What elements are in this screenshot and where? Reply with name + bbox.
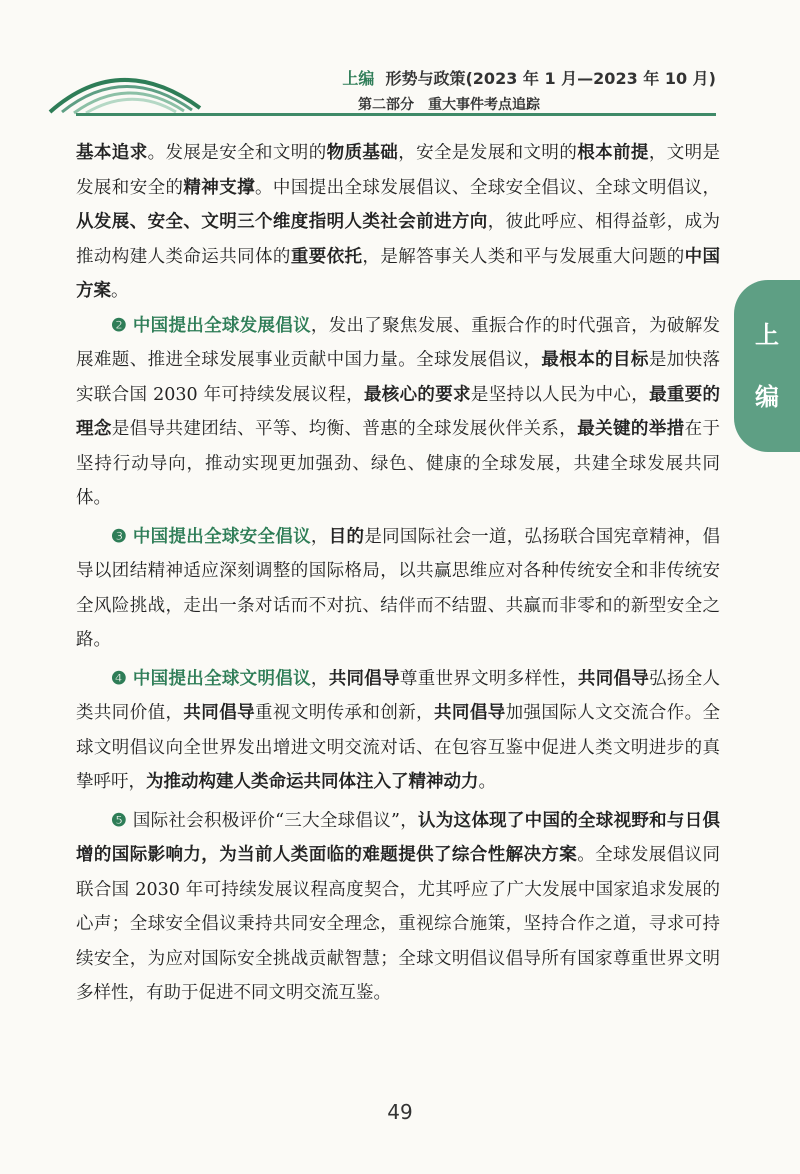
page-number: 49 (387, 1100, 413, 1124)
text-run: 是同国际社会一道，弘扬联合国宪章精神，倡导以团结精神适应深刻调整的国际格局，以共赢思维应对各种传统安全和非传统安全风险挑战，走出一条对话而不对抗、结伴而不结盟、共赢而非零和的新型安全之路。 (76, 526, 721, 650)
text-run: 是坚持以人民为中心， (470, 384, 650, 405)
bold-text: 最关键的举措 (577, 419, 685, 439)
number-badge-2: ❷ (111, 315, 127, 336)
paragraph-5 (76, 804, 720, 1011)
bold-text: 基本追求 (76, 143, 148, 163)
text-run: ， (310, 668, 329, 689)
bold-text: 根本前提 (577, 143, 649, 163)
bold-text: 目的 (328, 526, 365, 547)
bold-text: 为推动构建人类命运共同体注入了精神动力 (146, 772, 479, 792)
text-run: 国际社会积极评价“三大全球倡议”， (132, 810, 418, 831)
text-run: 。中国提出全球发展倡议、全球安全倡议、全球文明倡议， (255, 177, 721, 198)
bold-text: 共同倡导 (183, 703, 256, 723)
section-title: 形势与政策(2023 年 1 月—2023 年 10 月) (385, 69, 716, 88)
paragraph-4 (76, 662, 720, 800)
running-header (342, 66, 716, 89)
bold-text: 最根本的目标 (541, 350, 649, 370)
number-badge-3: ❸ (111, 526, 127, 547)
text-run: ，发出了聚焦发展、重振合作的时代强音，为破解发展难题、推进全球发展事业贡献中国力量。全球发展倡议， (76, 315, 721, 370)
paragraph-lead: 中国提出全球安全倡议 (132, 526, 311, 547)
text-run: 是倡导共建团结、平等、均衡、普惠的全球发展伙伴关系， (111, 419, 578, 439)
text-run: 。 (478, 772, 496, 792)
edition-label: 上编 (342, 69, 375, 88)
bold-text: 共同倡导 (328, 668, 400, 689)
text-run: 弘扬全人类共同价值， (76, 668, 721, 723)
bold-text: 共同倡导 (434, 703, 506, 723)
text-run: 尊重世界文明多样性， (399, 668, 578, 689)
text-run: ，是解答事关人类和平与发展重大问题的 (362, 246, 685, 267)
bold-text: 精神支撑 (183, 177, 256, 198)
bold-text: 最核心的要求 (363, 384, 471, 405)
text-run: 。全球发展倡议同联合国 2030 年可持续发展议程高度契合，尤其呼应了广大发展中国家追求发展的心声；全球安全倡议秉持共同安全理念，重视综合施策，坚持合作之道，寻求可持续安全，为应对国际安全挑战贡献智慧；全球文明倡议倡导所有国家尊重世界文明多样性，有助于促进不同文明交流互鉴。 (76, 845, 721, 1003)
text-run: 在于坚持行动导向，推动实现更加强劲、绿色、健康的全球发展，共建全球发展共同体。 (76, 419, 721, 508)
bold-text: 从发展、安全、文明三个维度指明人类社会前进方向 (76, 212, 488, 232)
bold-text: 最重要的理念 (76, 384, 721, 439)
side-tab-char-1: 上 (755, 320, 779, 349)
text-run: 加强国际人文交流合作。全球文明倡议向全世界发出增进文明交流对话、在包容互鉴中促进人类文明进步的真挚呼吁， (76, 703, 721, 792)
bold-text: 重要依托 (290, 246, 363, 267)
text-run: ， (310, 526, 329, 547)
text-run: 。 (111, 281, 129, 301)
number-badge-5: ❺ (111, 810, 127, 831)
bold-text: 认为这体现了中国的全球视野和与日俱增的国际影响力，为当前人类面临的难题提供了综合性解决方案 (76, 810, 720, 865)
bold-text: 共同倡导 (577, 668, 650, 689)
edition-side-tab (734, 280, 800, 452)
text-run: ，彼此呼应、相得益彰，成为推动构建人类命运共同体的 (76, 212, 721, 267)
paragraph-intro (76, 136, 720, 309)
bold-text: 物质基础 (326, 143, 399, 163)
header-arc-decoration (40, 46, 210, 116)
text-run: ，文明是发展和安全的 (76, 143, 721, 198)
text-run: ，安全是发展和文明的 (398, 143, 578, 163)
text-run: 重视文明传承和创新， (255, 703, 435, 723)
text-run: 。发展是安全和文明的 (147, 143, 327, 163)
paragraph-3 (76, 520, 720, 658)
part-title: 第二部分 重大事件考点追踪 (358, 97, 540, 113)
bold-text: 中国方案 (76, 246, 721, 301)
paragraph-lead: 中国提出全球发展倡议 (132, 315, 311, 336)
paragraph-lead: 中国提出全球文明倡议 (132, 668, 311, 689)
text-run: 是加快落实联合国 2030 年可持续发展议程， (76, 350, 721, 405)
side-tab-char-2: 编 (755, 382, 779, 411)
paragraph-2 (76, 309, 720, 516)
body-text (76, 136, 720, 1011)
number-badge-4: ❹ (111, 668, 127, 689)
